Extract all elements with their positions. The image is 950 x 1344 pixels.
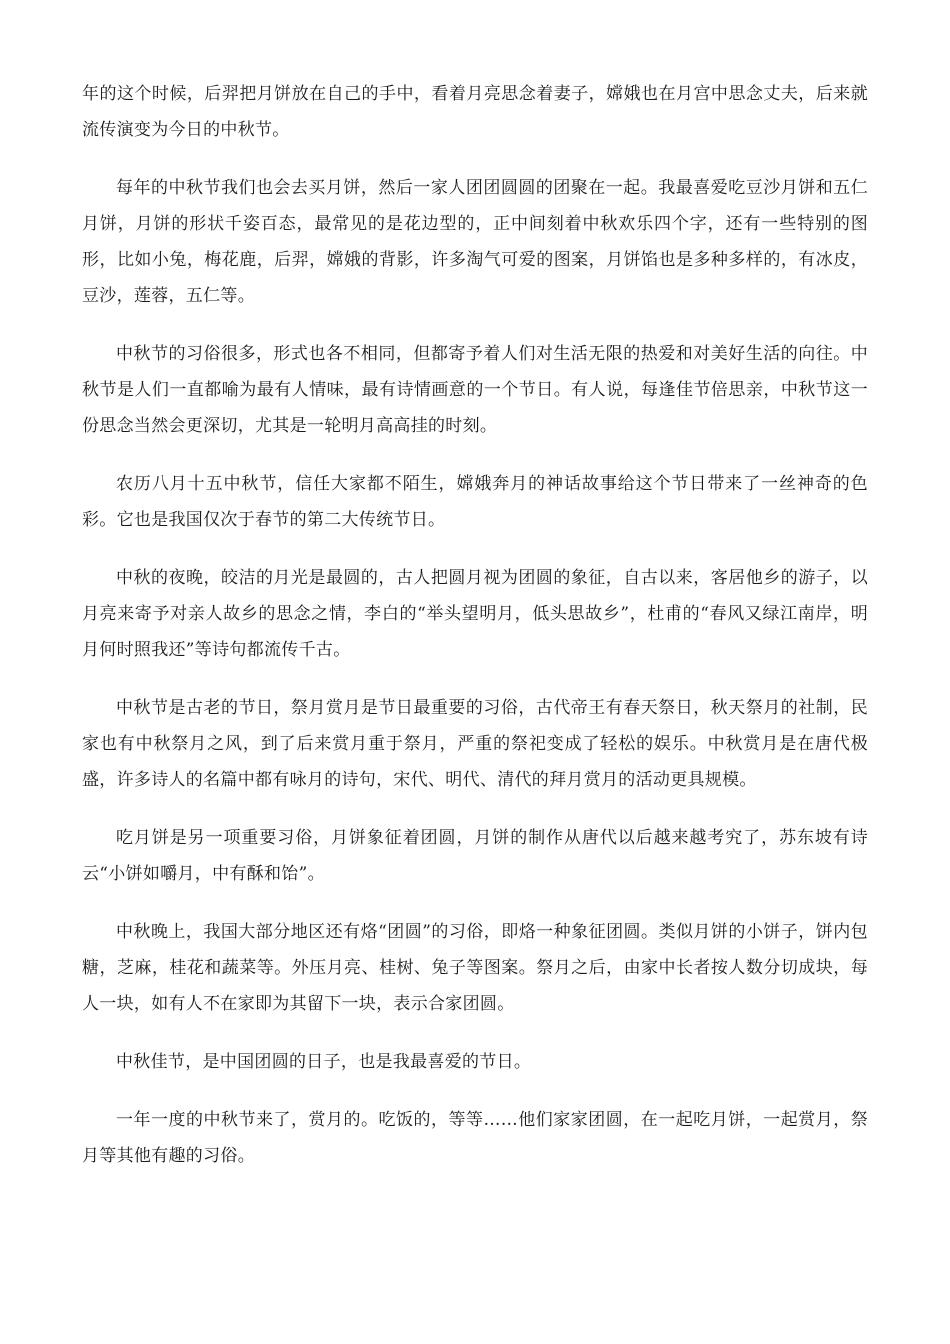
- paragraph: 中秋晚上，我国大部分地区还有烙“团圆”的习俗，即烙一种象征团圆。类似月饼的小饼子，饼内包糖，芝麻，桂花和蔬菜等。外压月亮、桂树、兔子等图案。祭月之后，由家中长者按人数分切成块，每人一块，如有人不在家即为其留下一块，表示合家团圆。: [82, 922, 868, 1014]
- paragraph: 中秋佳节，是中国团圆的日子，也是我最喜爱的节日。: [116, 1052, 532, 1072]
- paragraph: 农历八月十五中秋节，信任大家都不陌生，嫦娥奔月的神话故事给这个节日带来了一丝神奇的色彩。它也是我国仅次于春节的第二大传统节日。: [82, 474, 868, 530]
- paragraph: 中秋的夜晚，皎洁的月光是最圆的，古人把圆月视为团圆的象征，自古以来，客居他乡的游子，以月亮来寄予对亲人故乡的思念之情，李白的“举头望明月，低头思故乡”，杜甫的“春风又绿江南岸，明月何时照我还”等诗句都流传千古。: [82, 568, 868, 660]
- paragraph: 每年的中秋节我们也会去买月饼，然后一家人团团圆圆的团聚在一起。我最喜爱吃豆沙月饼和五仁月饼，月饼的形状千姿百态，最常见的是花边型的，正中间刻着中秋欢乐四个字，还有一些特别的图形，比如小兔，梅花鹿，后羿，嫦娥的背影，许多淘气可爱的图案，月饼馅也是多种多样的，有冰皮，豆沙，莲蓉，五仁等。: [82, 178, 868, 306]
- paragraph: 吃月饼是另一项重要习俗，月饼象征着团圆，月饼的制作从唐代以后越来越考究了，苏东坡有诗云“小饼如嚼月，中有酥和饴”。: [82, 828, 868, 884]
- paragraph: 一年一度的中秋节来了，赏月的。吃饭的，等等……他们家家团圆，在一起吃月饼，一起赏月，祭月等其他有趣的习俗。: [82, 1110, 868, 1166]
- paragraph-continued: 年的这个时候，后羿把月饼放在自己的手中，看着月亮思念着妻子，嫦娥也在月宫中思念丈夫，后来就流传演变为今日的中秋节。: [82, 84, 868, 140]
- document-page: [82, 76, 868, 1196]
- paragraph: 中秋节是古老的节日，祭月赏月是节日最重要的习俗，古代帝王有春天祭日，秋天祭月的社制，民家也有中秋祭月之风，到了后来赏月重于祭月，严重的祭祀变成了轻松的娱乐。中秋赏月是在唐代极盛，许多诗人的名篇中都有咏月的诗句，宋代、明代、清代的拜月赏月的活动更具规模。: [82, 698, 868, 790]
- paragraph: 中秋节的习俗很多，形式也各不相同，但都寄予着人们对生活无限的热爱和对美好生活的向往。中秋节是人们一直都喻为最有人情味，最有诗情画意的一个节日。有人说，每逢佳节倍思亲，中秋节这一份思念当然会更深切，尤其是一轮明月高高挂的时刻。: [82, 344, 868, 436]
